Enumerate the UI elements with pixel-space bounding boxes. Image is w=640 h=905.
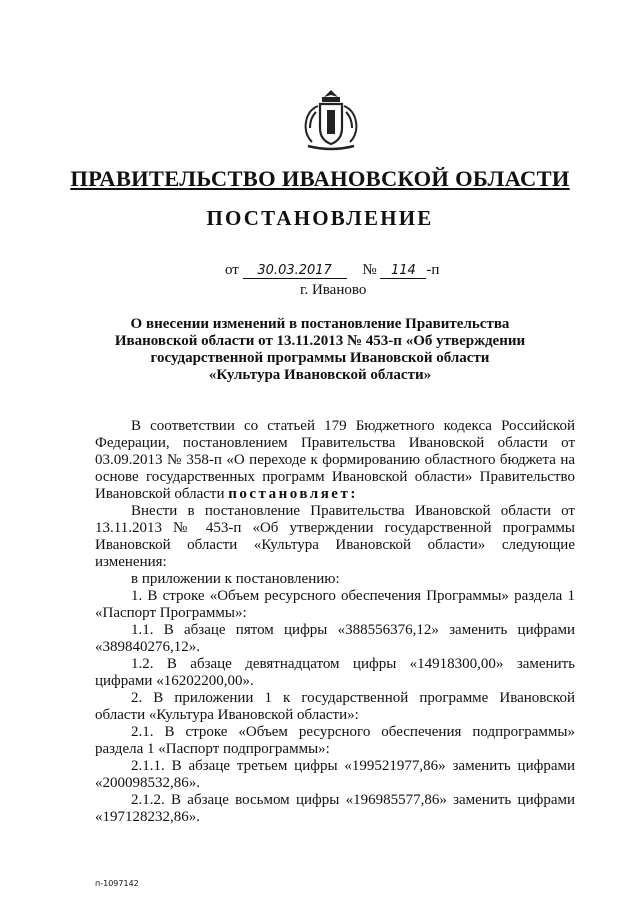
subject-line: Ивановской области от 13.11.2013 № 453-п «Об утверждении [114, 333, 526, 349]
subject-line: государственной программы Ивановской области [150, 350, 490, 366]
paragraph: 2. В приложении 1 к государственной программе Ивановской области «Культура Ивановской области»: [95, 690, 575, 723]
document-subject [100, 316, 540, 384]
document-code: п-1097142 [95, 879, 139, 888]
paragraph: 2.1.1. В абзаце третьем цифры «199521977,86» заменить цифрами «200098532,86». [95, 758, 575, 791]
date-value: 30.03.2017 [243, 263, 347, 279]
subject-line: «Культура Ивановской области» [208, 367, 432, 383]
date-prefix: от [225, 262, 239, 278]
resolution-word: постановляет: [228, 486, 358, 502]
number-prefix: № [362, 262, 377, 278]
date-number-line [225, 262, 439, 279]
paragraph [95, 418, 575, 503]
paragraph: в приложении к постановлению: [131, 571, 340, 587]
document-type-heading: ПОСТАНОВЛЕНИЕ [206, 206, 434, 230]
paragraph: 2.1. В строке «Объем ресурсного обеспечения подпрограммы» раздела 1 «Паспорт подпрограммы»: [95, 724, 575, 757]
paragraph: 1.2. В абзаце девятнадцатом цифры «14918300,00» заменить цифрами «16202200,00». [95, 656, 575, 689]
paragraph: 2.1.2. В абзаце восьмом цифры «196985577,86» заменить цифрами «197128232,86». [95, 792, 575, 825]
paragraph: 1. В строке «Объем ресурсного обеспечения Программы» раздела 1 «Паспорт Программы»: [95, 588, 575, 621]
number-suffix: -п [426, 262, 440, 278]
coat-of-arms-emblem [300, 88, 362, 152]
paragraph-text: В соответствии со статьей 179 Бюджетного кодекса Российской Федерации, постановлением Правительства Ивановской области от 03.09.2013 № 358-п «О переходе к формированию областного бюджета на основе государственных программ Ивановской области» Правительство Ивановской области [95, 418, 575, 502]
government-title: ПРАВИТЕЛЬСТВО ИВАНОВСКОЙ ОБЛАСТИ [70, 166, 570, 191]
subject-line: О внесении изменений в постановление Правительства [130, 316, 510, 332]
paragraph: Внести в постановление Правительства Ивановской области от 13.11.2013 № 453-п «Об утверждении государственной программы Ивановской области «Культура Ивановской области» следующие изменения: [95, 503, 575, 570]
paragraph: 1.1. В абзаце пятом цифры «388556376,12» заменить цифрами «389840276,12». [95, 622, 575, 655]
number-value: 114 [380, 263, 426, 279]
document-body [95, 418, 575, 826]
city: г. Иваново [300, 282, 367, 298]
